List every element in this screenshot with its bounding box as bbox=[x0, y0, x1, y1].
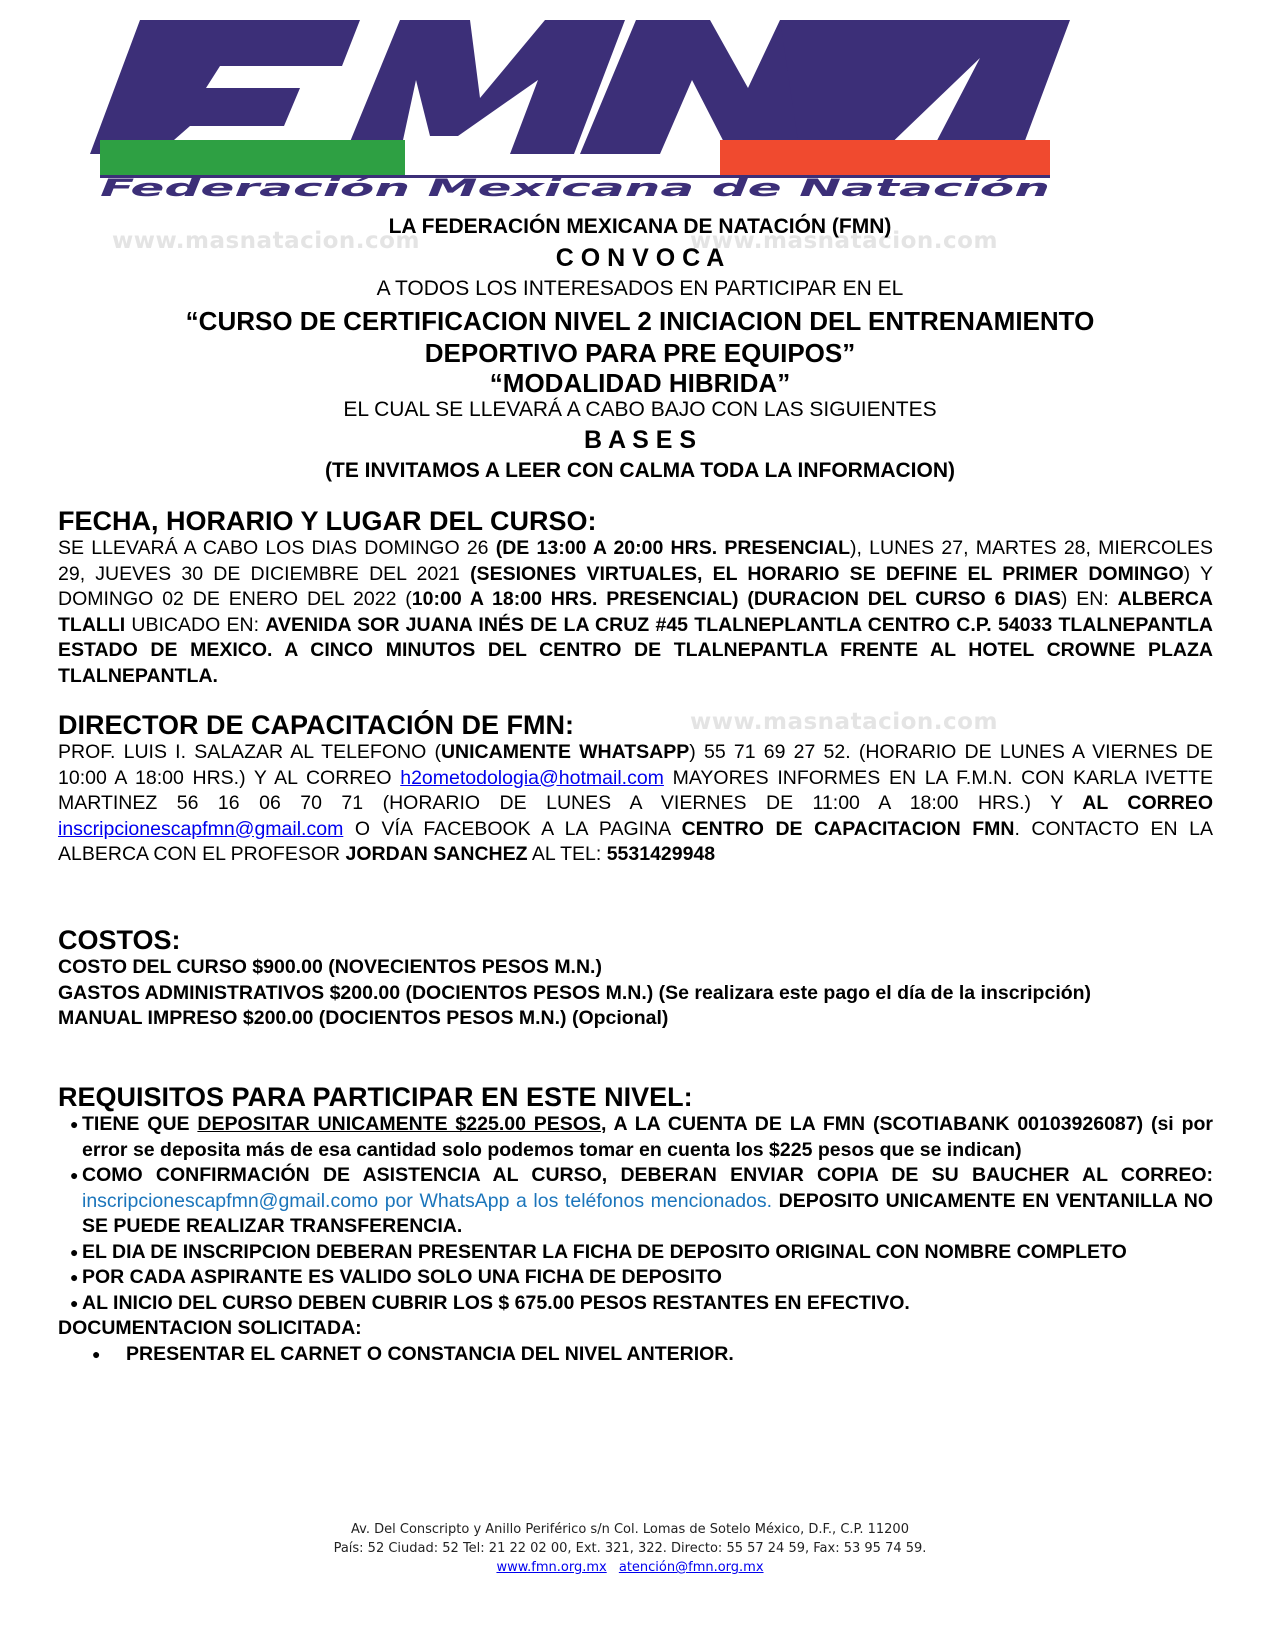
costos-heading: COSTOS: bbox=[58, 925, 181, 955]
documentacion-heading: DOCUMENTACION SOLICITADA: bbox=[58, 1317, 362, 1339]
course-title-line2: DEPORTIVO PARA PRE EQUIPOS” bbox=[424, 338, 856, 368]
course-title-line1: “CURSO DE CERTIFICACION NIVEL 2 INICIACION DEL ENTRENAMIENTO bbox=[185, 306, 1095, 336]
text: ) Y DOMINGO 02 DE ENERO DEL 2022 ( bbox=[58, 562, 1213, 610]
footer bbox=[300, 1520, 960, 1577]
fmn-letters bbox=[90, 20, 1070, 154]
costos-section bbox=[58, 925, 1213, 1032]
text: AL TEL: bbox=[527, 843, 607, 865]
bullet-icon: ● bbox=[70, 1243, 79, 1260]
logo-subtitle: Federación Mexicana de Natación bbox=[100, 174, 1050, 198]
bases-intro: EL CUAL SE LLEVARÁ A CABO BAJO CON LAS SIGUIENTES bbox=[343, 398, 937, 421]
facebook-page-name: CENTRO DE CAPACITACION FMN bbox=[681, 817, 1015, 840]
bold-text: 10:00 A 18:00 HRS. PRESENCIAL) (DURACION DEL CURSO 6 DIAS bbox=[411, 588, 1061, 610]
fmn-logo bbox=[80, 18, 1070, 198]
text: MAYORES INFORMES EN LA F.M.N. CON KARLA IVETTE MARTINEZ 56 16 06 70 71 (HORARIO DE LUNES A VIERNES DE 11:00 A 18:00 HRS.) Y bbox=[58, 766, 1213, 814]
bold-text: (SESIONES VIRTUALES, EL HORARIO SE DEFINE EL PRIMER DOMINGO bbox=[470, 562, 1184, 585]
list-item bbox=[68, 1265, 1213, 1291]
contact-name: JORDAN SANCHEZ bbox=[345, 843, 528, 865]
text: . CONTACTO EN LA ALBERCA CON EL PROFESOR bbox=[58, 817, 1213, 865]
flag-red-stripe bbox=[720, 140, 1050, 175]
bullet-icon: ● bbox=[70, 1116, 79, 1132]
contact-phone: 5531429948 bbox=[606, 843, 716, 865]
bullet-icon: ● bbox=[70, 1269, 79, 1285]
text: ), LUNES 27, MARTES 28, MIERCOLES 29, JUEVES 30 DE DICIEMBRE DEL 2021 bbox=[58, 537, 1214, 585]
fecha-body bbox=[58, 536, 1213, 689]
text: SE LLEVARÁ A CABO LOS DIAS DOMINGO 26 bbox=[58, 537, 496, 559]
cost-item: COSTO DEL CURSO $900.00 (NOVECIENTOS PESOS M.N.) bbox=[58, 956, 602, 978]
intro-text: A TODOS LOS INTERESADOS EN PARTICIPAR EN EL bbox=[376, 277, 904, 300]
bold-text: (DE 13:00 A 20:00 HRS. PRESENCIAL bbox=[495, 537, 851, 559]
text: POR CADA ASPIRANTE ES VALIDO SOLO UNA FICHA DE DEPOSITO bbox=[82, 1266, 722, 1288]
director-section bbox=[58, 710, 1213, 868]
text: PRESENTAR EL CARNET O CONSTANCIA DEL NIVEL ANTERIOR. bbox=[126, 1342, 734, 1365]
requisitos-section bbox=[58, 1082, 1213, 1367]
email-link-director[interactable]: h2ometodologia@hotmail.com bbox=[400, 766, 664, 789]
list-item bbox=[68, 1112, 1213, 1163]
text: EL DIA DE INSCRIPCION DEBERAN PRESENTAR LA FICHA DE DEPOSITO ORIGINAL CON NOMBRE COMPLETO bbox=[82, 1240, 1127, 1263]
bullet-icon: ● bbox=[70, 1294, 79, 1311]
list-item bbox=[68, 1291, 1213, 1317]
venue-address: AVENIDA SOR JUANA INÉS DE LA CRUZ #45 TLALNEPLANTLA CENTRO C.P. 54033 TLALNEPANTLA ESTADO DE MEXICO. A CINCO MINUTOS DEL CENTRO DE TLALNEPANTLA FRENTE AL HOTEL CROWNE PLAZA TLALNEPANTLA. bbox=[58, 613, 1214, 687]
requisitos-heading: REQUISITOS PARA PARTICIPAR EN ESTE NIVEL: bbox=[58, 1082, 693, 1112]
list-item bbox=[68, 1163, 1213, 1240]
email-link-inscripciones[interactable]: inscripcionescapfmn@gmail.com bbox=[58, 817, 344, 840]
cost-item: GASTOS ADMINISTRATIVOS $200.00 (DOCIENTOS PESOS M.N.) (Se realizara este pago el día de la inscripción) bbox=[58, 981, 1092, 1004]
footer-links bbox=[300, 1558, 960, 1577]
read-note: (TE INVITAMOS A LEER CON CALMA TODA LA INFORMACION) bbox=[325, 459, 955, 482]
text: ) EN: bbox=[1060, 588, 1118, 610]
fecha-heading: FECHA, HORARIO Y LUGAR DEL CURSO: bbox=[58, 506, 597, 536]
text: ) 55 71 69 27 52. (HORARIO DE LUNES A VIERNES DE 10:00 A 18:00 HRS.) Y AL CORREO bbox=[58, 741, 1213, 789]
convoca-heading: C O N V O C A bbox=[555, 244, 725, 272]
bases-heading: B A S E S bbox=[583, 426, 697, 454]
text: PROF. LUIS I. SALAZAR AL TELEFONO ( bbox=[58, 741, 441, 763]
footer-address: Av. Del Conscripto y Anillo Periférico s/n Col. Lomas de Sotelo México, D.F., C.P. 11200 bbox=[351, 1522, 909, 1537]
text: UBICADO EN: bbox=[125, 613, 266, 636]
footer-email-link[interactable]: atención@fmn.org.mx bbox=[618, 1560, 764, 1575]
bullet-icon: ● bbox=[70, 1167, 79, 1183]
documentacion-list bbox=[58, 1342, 1213, 1368]
underlined-text: DEPOSITAR UNICAMENTE $225.00 PESOS, bbox=[197, 1113, 607, 1135]
watermark: www.masnatacion.com bbox=[690, 228, 998, 254]
text: DEPOSITO UNICAMENTE EN VENTANILLA NO SE PUEDE REALIZAR TRANSFERENCIA. bbox=[82, 1189, 1213, 1237]
director-heading: DIRECTOR DE CAPACITACIÓN DE FMN: bbox=[58, 710, 574, 740]
list-item bbox=[68, 1240, 1213, 1266]
text: O VÍA FACEBOOK A LA PAGINA bbox=[343, 817, 682, 840]
list-item bbox=[90, 1342, 1213, 1368]
text: A LA CUENTA DE LA FMN (SCOTIABANK 00103926087) (si por error se deposita más de esa cantidad solo podemos tomar en cuenta los $225 pesos que se indican) bbox=[82, 1113, 1213, 1161]
watermark: www.masnatacion.com bbox=[112, 228, 420, 254]
director-body bbox=[58, 740, 1213, 868]
requisitos-list bbox=[58, 1112, 1213, 1316]
website-link[interactable]: www.fmn.org.mx bbox=[496, 1560, 607, 1575]
venue-name: ALBERCA TLALLI bbox=[58, 588, 1214, 636]
footer-phones: País: 52 Ciudad: 52 Tel: 21 22 02 00, Ext. 321, 322. Directo: 55 57 24 59, Fax: 53 95 74 59. bbox=[333, 1541, 927, 1556]
bold-text: UNICAMENTE WHATSAPP bbox=[440, 741, 690, 763]
modality: “MODALIDAD HIBRIDA” bbox=[489, 368, 791, 398]
cost-item: MANUAL IMPRESO $200.00 (DOCIENTOS PESOS M.N.) (Opcional) bbox=[58, 1007, 669, 1029]
watermark: www.masnatacion.com bbox=[690, 709, 998, 735]
fecha-section bbox=[58, 506, 1213, 689]
bold-text: AL CORREO bbox=[1082, 792, 1213, 814]
flag-green-stripe bbox=[100, 140, 405, 175]
text: TIENE QUE bbox=[82, 1113, 198, 1135]
org-title: LA FEDERACIÓN MEXICANA DE NATACIÓN (FMN) bbox=[388, 215, 892, 238]
text: COMO CONFIRMACIÓN DE ASISTENCIA AL CURSO, DEBERAN ENVIAR COPIA DE SU BAUCHER AL CORREO: bbox=[82, 1164, 1213, 1186]
blue-contact-text: inscripcionescapfmn@gmail.como por WhatsApp a los teléfonos mencionados. bbox=[82, 1189, 773, 1212]
text: AL INICIO DEL CURSO DEBEN CUBRIR LOS $ 675.00 PESOS RESTANTES EN EFECTIVO. bbox=[82, 1291, 910, 1314]
bullet-icon: ● bbox=[92, 1345, 101, 1362]
